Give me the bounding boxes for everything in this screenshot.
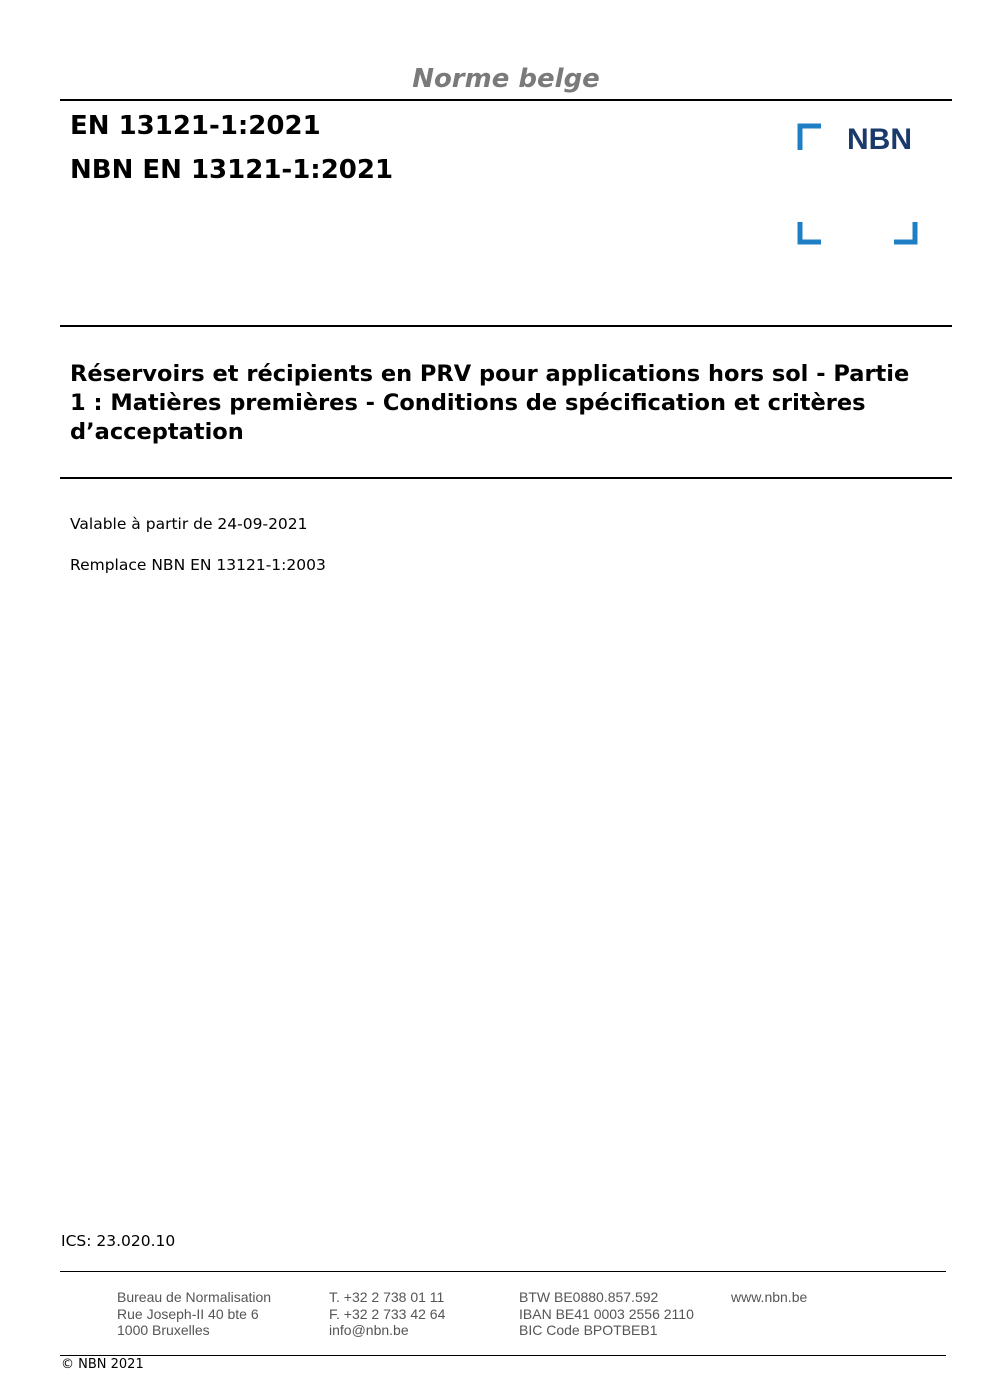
vat-number: BTW BE0880.857.592 [519,1289,659,1305]
address-line: Rue Joseph-II 40 bte 6 [117,1305,259,1322]
footer-bank [519,1289,694,1339]
bic: BIC Code BPOTBEB1 [519,1322,658,1338]
email-link[interactable]: info@nbn.be [329,1322,409,1338]
logo-text: NBN [847,123,912,156]
footer-top-divider [60,1271,946,1272]
copyright: © NBN 2021 [61,1357,144,1372]
address-line: Bureau de Normalisation [117,1289,272,1305]
ics-code: ICS: 23.020.10 [61,1232,176,1250]
fax: F. +32 2 733 42 64 [329,1305,446,1322]
phone: T. +32 2 738 01 11 [329,1289,445,1305]
nbn-standard-number: NBN EN 13121-1:2021 [70,155,394,185]
address-line: 1000 Bruxelles [117,1322,210,1338]
iban: IBAN BE41 0003 2556 2110 [519,1305,694,1322]
nbn-logo [796,118,921,248]
title-line: d’acceptation [70,419,244,445]
title-bottom-divider [60,477,952,479]
header-divider [60,99,952,101]
title-line: Réservoirs et récipients en PRV pour applications hors sol - Partie [70,361,910,387]
title-top-divider [60,325,952,327]
footer-address [117,1289,271,1339]
title-line: 1 : Matières premières - Conditions de spécification et critères [70,390,866,416]
footer-bottom-divider [60,1355,946,1356]
document-title [70,360,945,447]
footer-contact [329,1289,445,1339]
replaces: Remplace NBN EN 13121-1:2003 [70,556,326,574]
website-link[interactable]: www.nbn.be [731,1289,808,1305]
en-standard-number: EN 13121-1:2021 [70,111,321,141]
header-title: Norme belge [412,64,600,94]
valid-from: Valable à partir de 24-09-2021 [70,515,308,533]
footer-website [731,1289,807,1306]
